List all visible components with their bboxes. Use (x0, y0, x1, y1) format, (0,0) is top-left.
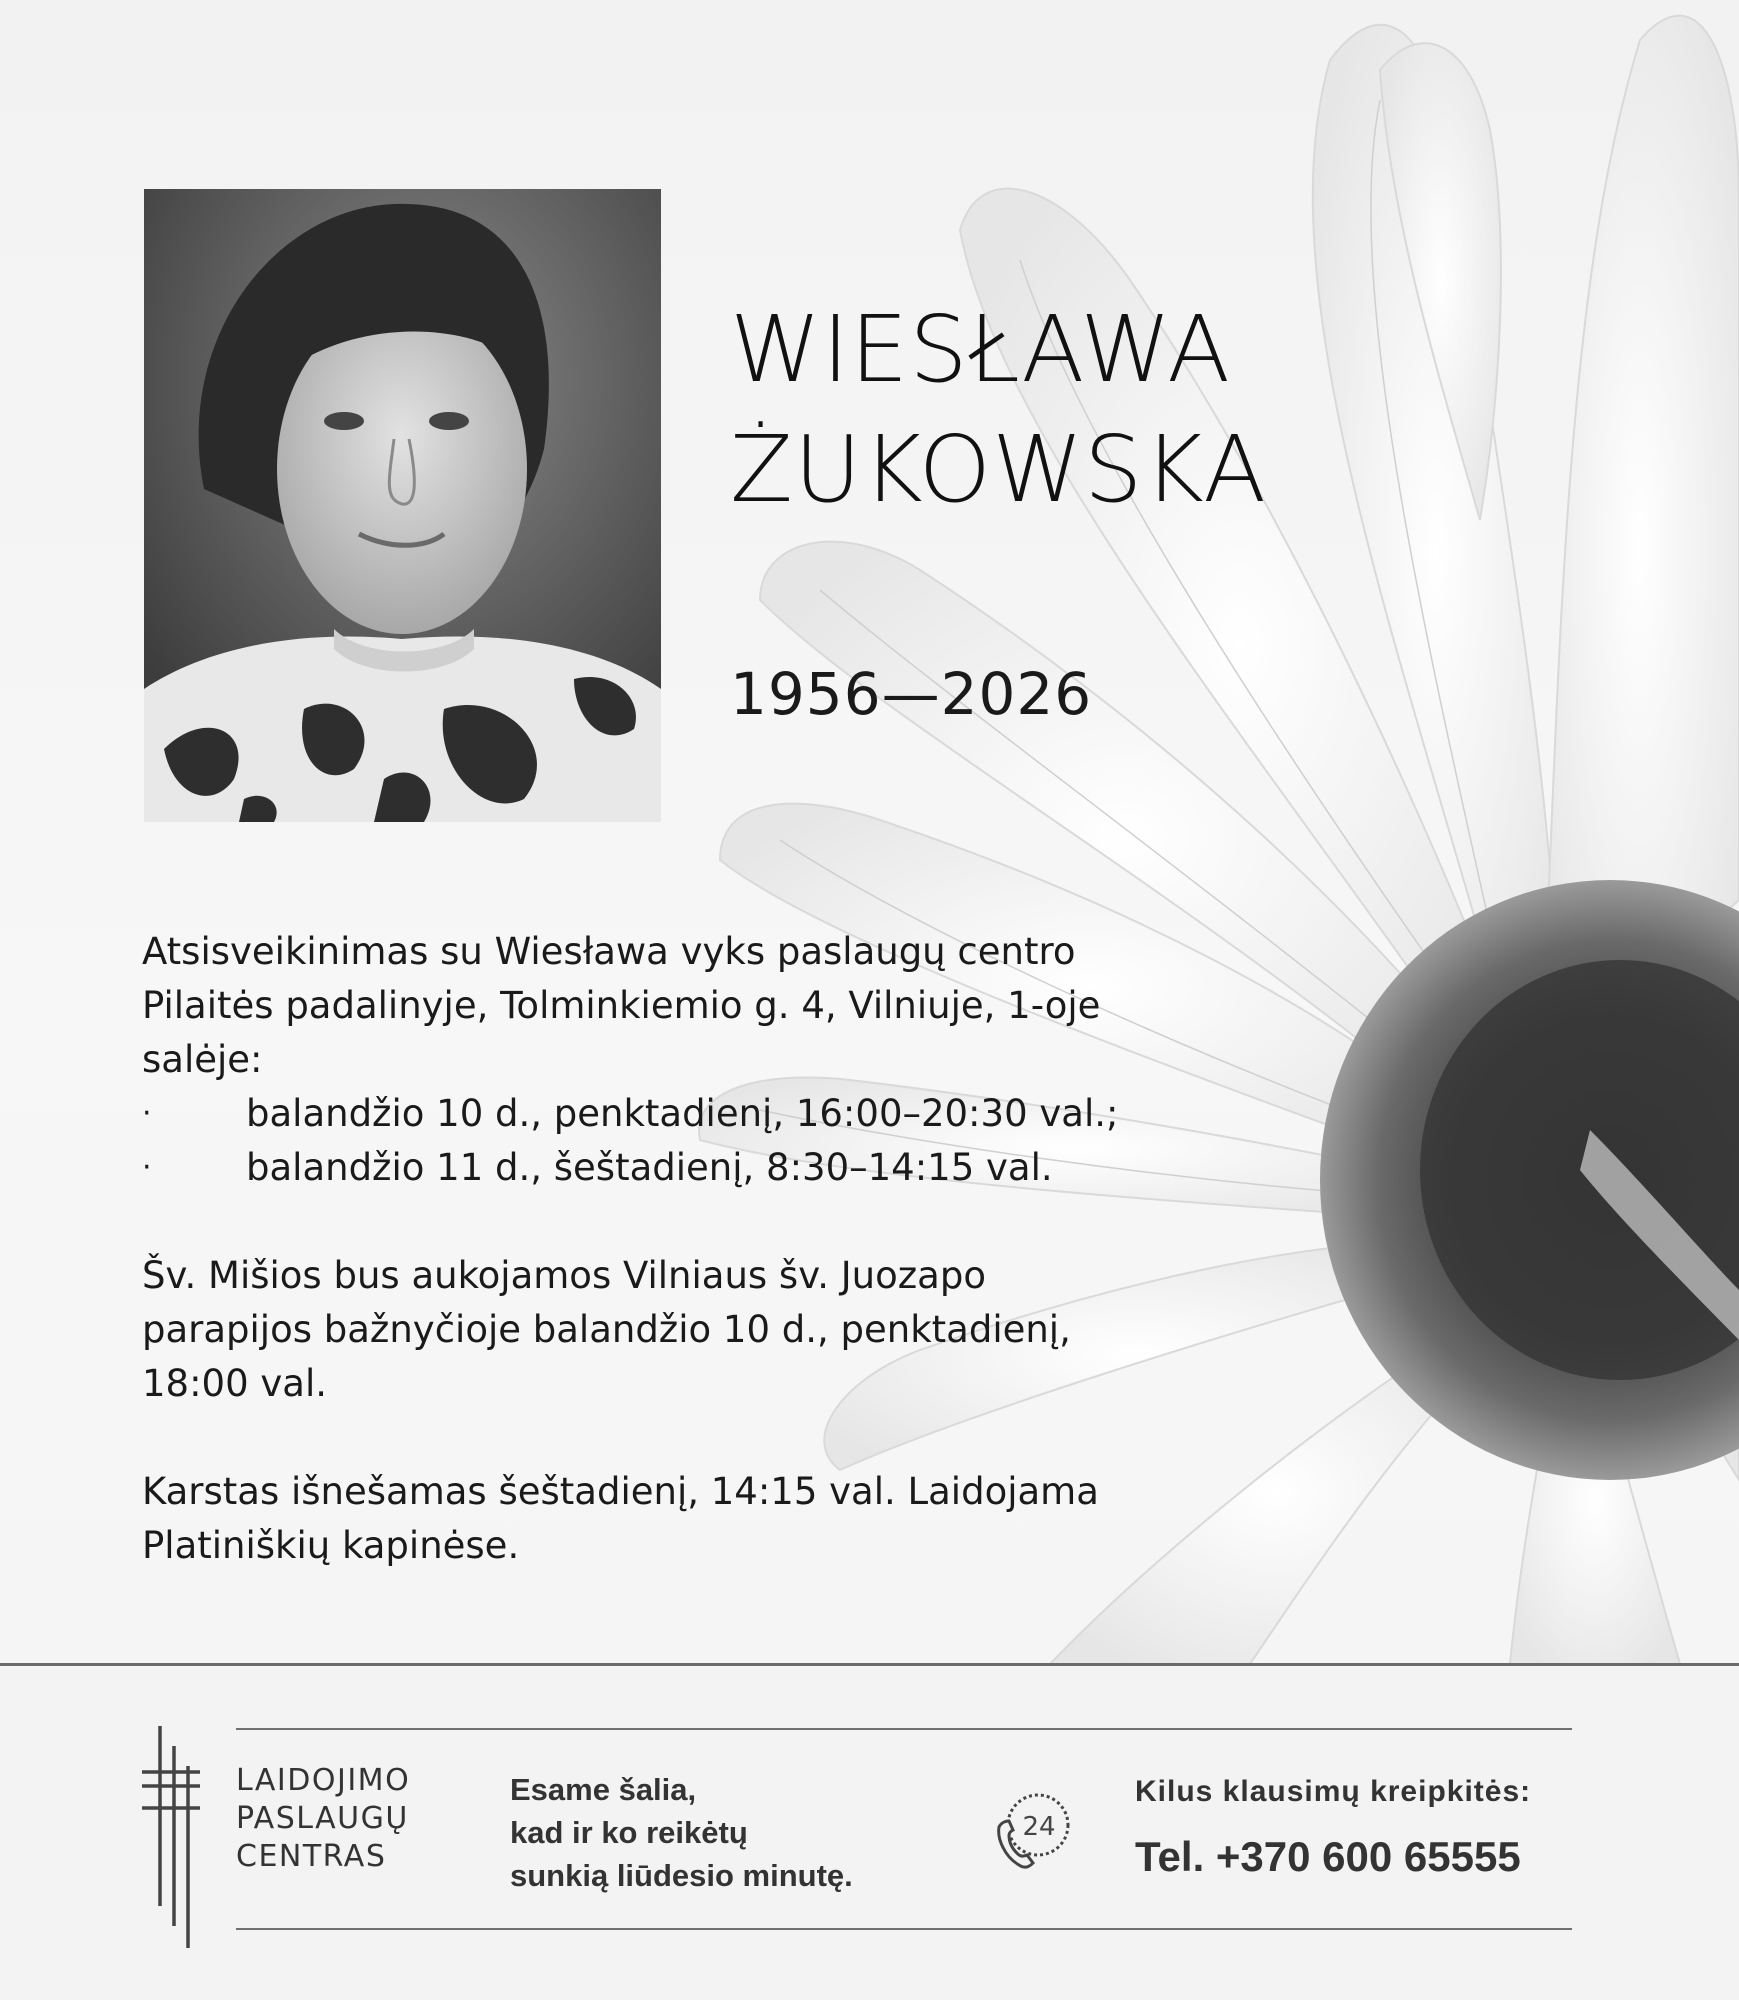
last-name: ŻUKOWSKA (730, 416, 1268, 523)
clock-label: 24 (1022, 1812, 1056, 1842)
farewell-intro: Atsisveikinimas su Wiesława vyks paslaugų centro Pilaitės padalinyje, Tolminkiemio g. 4, Vilniuje, 1-oje salėje: (142, 930, 1101, 1081)
logo-line: LAIDOJIMO (236, 1763, 411, 1798)
first-name: WIESŁAWA (730, 296, 1232, 403)
contact-label: Kilus klausimų kreipkitės: (1135, 1775, 1532, 1808)
farewell-time-item: · balandžio 11 d., šeštadienį, 8:30–14:15 val. (142, 1141, 1142, 1195)
portrait-photo (144, 189, 661, 822)
farewell-time-item: · balandžio 10 d., penktadienį, 16:00–20:30 val.; (142, 1087, 1142, 1141)
company-logo-text (236, 1762, 410, 1876)
phone-24h-icon (993, 1775, 1071, 1881)
ceremony-details (142, 925, 1142, 1573)
deceased-name (730, 290, 1267, 530)
slogan (510, 1768, 853, 1897)
footer-bottom-rule (236, 1928, 1572, 1930)
phone-number[interactable]: Tel. +370 600 65555 (1135, 1833, 1521, 1880)
logo-line: CENTRAS (236, 1839, 387, 1874)
footer-top-rule (236, 1728, 1572, 1730)
life-dates: 1956—2026 (730, 660, 1093, 728)
slogan-line: sunkią liūdesio minutę. (510, 1858, 853, 1893)
triple-cross-icon (138, 1726, 206, 1948)
mass-info: Šv. Mišios bus aukojamos Vilniaus šv. Juozapo parapijos bažnyčioje balandžio 10 d., penktadienį, 18:00 val. (142, 1254, 1071, 1405)
burial-info: Karstas išnešamas šeštadienį, 14:15 val. Laidojama Platiniškių kapinėse. (142, 1470, 1099, 1567)
slogan-line: kad ir ko reikėtų (510, 1815, 748, 1850)
slogan-line: Esame šalia, (510, 1772, 697, 1807)
logo-line: PASLAUGŲ (236, 1801, 409, 1836)
farewell-times-list (142, 1087, 1142, 1195)
